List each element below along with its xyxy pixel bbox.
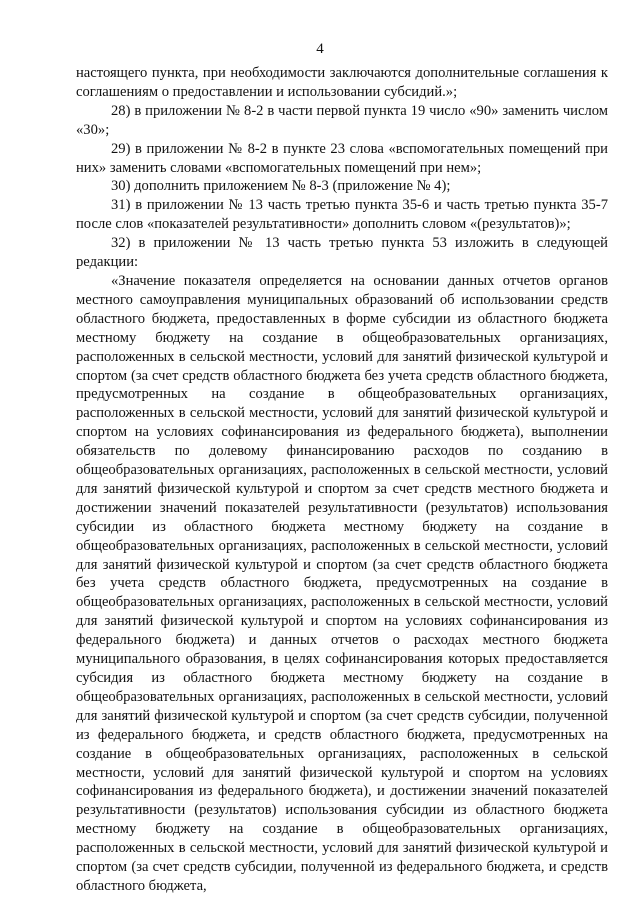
quoted-new-text: «Значение показателя определяется на основании данных отчетов органов местного самоуправления муниципальных образований об использовании средств областного бюджета, предоставленных в форме субсидии из областного бюджета местному бюджету на создание в общеобразовательных организациях, расположенных в сельской местности, условий для занятий физической культурой и спортом (за счет средств областного бюджета без учета средств областного бюджета, предусмотренных на создание в общеобразовательных организациях, расположенных в сельской местности, условий для занятий физической культурой и спортом на условиях софинансирования из федерального бюджета), выполнении обязательств по долевому финансированию расходов по созданию в общеобразовательных организациях, расположенных в сельской местности, условий для занятий физической культурой и спортом за счет средств местного бюджета и достижении значений показателей результативности (результатов) использования субсидии из областного бюджета местному бюджету на создание в общеобразовательных организациях, расположенных в сельской местности, условий для занятий физической культурой и спортом (за счет средств областного бюджета без учета средств областного бюджета, предусмотренных на создание в общеобразовательных организациях, расположенных в сельской местности, условий для занятий физической культурой и спортом на условиях софинансирования из федерального бюджета) и данных отчетов о расходах местного бюджета муниципального образования, в целях софинансирования которых предоставляется субсидия из областного бюджета местному бюджету на создание в общеобразовательных организациях, расположенных в сельской местности, условий для занятий физической культурой и спортом (за счет средств субсидии, полученной из федерального бюджета, и средств областного бюджета, предусмотренных на создание в общеобразовательных организациях, расположенных в сельской местности, условий для занятий физической культурой и спортом на условиях софинансирования из федерального бюджета), и достижении значений показателей результативности (результатов) использования субсидии из областного бюджета местному бюджету на создание в общеобразовательных организациях, расположенных в сельской местности, условий для занятий физической культурой и спортом (за счет средств субсидии, полученной из федерального бюджета, и средств областного бюджета, — [76, 272, 608, 894]
paragraph-item-31: 31) в приложении № 13 часть третью пункта 35-6 и часть третью пункта 35-7 после слов «показателей результативности» дополнить словом «(результатов)»; — [76, 197, 608, 233]
paragraph-item-30: 30) дополнить приложением № 8-3 (приложение № 4); — [111, 178, 451, 195]
document-body — [76, 64, 608, 896]
paragraph-item-28: 28) в приложении № 8-2 в части первой пункта 19 число «90» заменить числом «30»; — [76, 102, 608, 138]
paragraph-item-32: 32) в приложении № 13 часть третью пункта 53 изложить в следующей редакции: — [76, 235, 608, 271]
page-number: 4 — [316, 41, 324, 57]
paragraph-item-29: 29) в приложении № 8-2 в пункте 23 слова «вспомогательных помещений при них» заменить словами «вспомогательных помещений при нем»; — [76, 140, 608, 176]
paragraph-continuation: настоящего пункта, при необходимости заключаются дополнительные соглашения к соглашениям о предоставлении и использовании субсидий.»; — [76, 65, 608, 100]
